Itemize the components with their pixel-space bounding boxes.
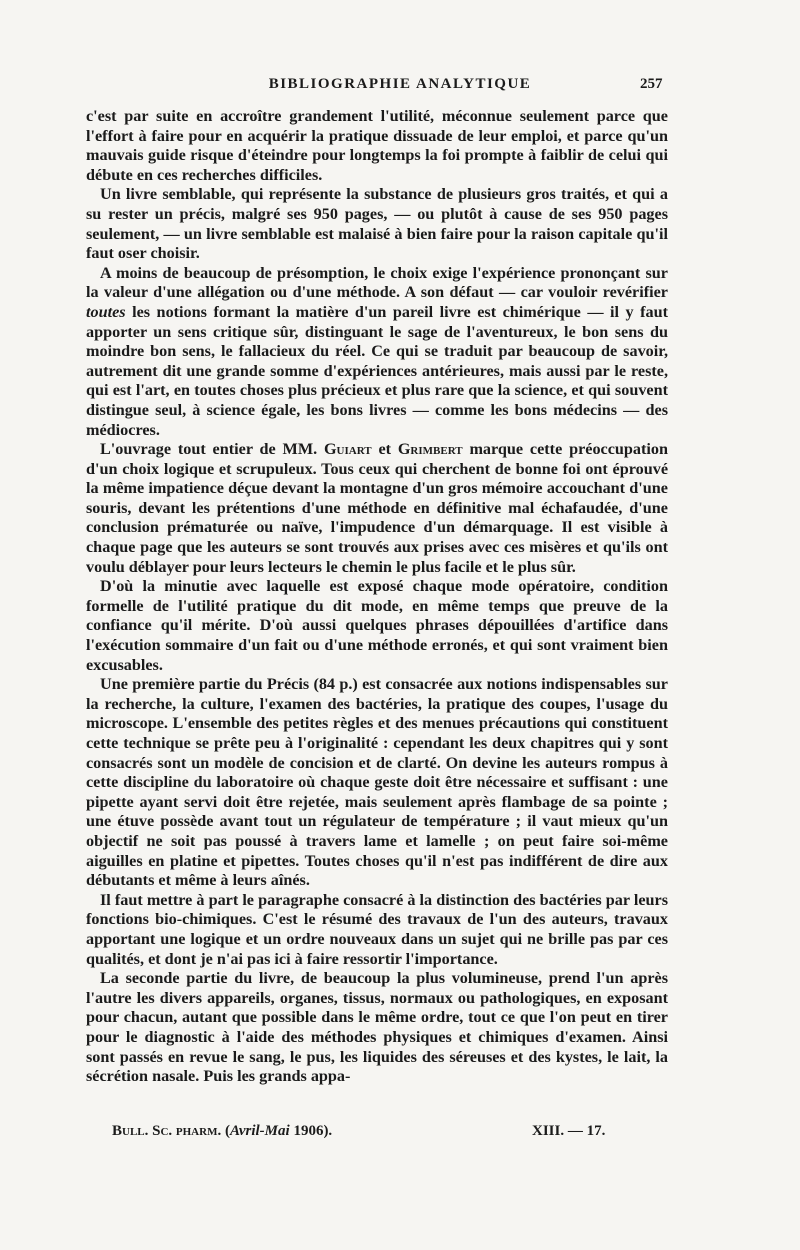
author-name: Grimbert	[397, 440, 463, 459]
paragraph: D'où la minutie avec laquelle est exposé chaque mode opératoire, condition formelle de l'utilité pratique du dit mode, en même temps que preuve de la confiance qu'il mérite. D'où aussi quelques phrases dépouillées d'artifice dans l'exécution sommaire d'un fait ou d'une méthode erronés, et qui sont vraiment bien excusables.	[86, 577, 668, 674]
page-number: 257	[640, 76, 663, 92]
paragraph	[86, 264, 668, 440]
paragraph-text: L'ouvrage tout entier de MM.	[100, 440, 324, 459]
paragraph: Une première partie du Précis (84 p.) est consacrée aux notions indispensables sur la recherche, la culture, l'examen des bactéries, la pratique des coupes, l'usage du microscope. L'ensemble des petites règles et des menues précautions qui constituent cette technique se prête peu à l'originalité : cependant les deux chapitres qui y sont consacrés sont un modèle de concision et de clarté. On devine les auteurs rompus à cette discipline du laboratoire où chaque geste doit être nécessaire et suffisant : une pipette ayant servi doit être rejetée, mais seulement après flambage de sa pointe ; une étuve possède avant tout un régulateur de température ; il vaut mieux qu'un objectif ne soit pas poussé à travers lame et lamelle ; on peut faire soi-même aiguilles en platine et pipettes. Toutes choses qu'il n'est pas indifférent de dire aux débutants et même à leurs aînés.	[86, 675, 668, 890]
emphasized-word: toutes	[86, 302, 126, 321]
paragraph-text: A moins de beaucoup de présomption, le choix exige l'expérience prononçant sur la valeur d'une allégation ou d'une méthode. A son défaut — car vouloir revérifier	[86, 263, 668, 302]
paragraph-text: les notions formant la matière d'un pareil livre est chimérique — il y faut apporter un sens critique sûr, distinguant le sage de l'aventureux, le bon sens du moindre bon sens, le fallacieux du réel. Ce qui se traduit par beaucoup de savoir, autrement dit une grande somme d'expériences antérieures, mais aussi par le reste, qui est l'art, en toutes choses plus précieux et plus rare que la science, et qui souvent distingue seul, à science égale, les bons livres — comme les bons médecins — des médiocres.	[86, 302, 668, 439]
paragraph-text: marque cette préoccupation d'un choix logique et scrupuleux. Tous ceux qui cherchent de bonne foi ont éprouvé la même impatience déçue devant la montagne d'un gros mémoire accouchant d'une souris, devant les prétentions d'une méthode en définitive mal échafaudée, d'une conclusion prématurée ou naïve, l'impudence d'un démarquage. Il est visible à chaque page que les auteurs se sont trouvés aux prises avec ces misères et qu'ils ont voulu déblayer pour leurs lecteurs le chemin le plus facile et le plus sûr.	[86, 440, 668, 576]
paragraph	[86, 440, 668, 577]
body-text	[86, 107, 668, 1087]
paragraph: c'est par suite en accroître grandement l'utilité, méconnue seulement parce que l'effort à faire pour en acquérir la pratique dissuade de leur emploi, et parce qu'un mauvais guide risque d'éteindre pour longtemps la foi prompte à faiblir de celui qui débute en ces recherches difficiles.	[86, 107, 668, 184]
signature-mark: XIII. — 17.	[532, 1123, 606, 1139]
running-title: BIBLIOGRAPHIE ANALYTIQUE	[268, 76, 532, 92]
author-name: Guiart	[323, 440, 372, 459]
paragraph: La seconde partie du livre, de beaucoup la plus volumineuse, prend l'un après l'autre les divers appareils, organes, tissus, normaux ou pathologiques, en exposant pour chacun, autant que possible dans le même ordre, tout ce que l'on peut en tirer pour le diagnostic à l'aide des méthodes physiques et chimiques d'examen. Ainsi sont passés en revue le sang, le pus, les liquides des séreuses et des kystes, le lait, la sécrétion nasale. Puis les grands appa-	[86, 969, 668, 1086]
paragraph-text: et	[371, 440, 398, 459]
journal-reference: Bull. Sc. pharm. (Avril-Mai 1906).	[112, 1123, 333, 1139]
paragraph: Il faut mettre à part le paragraphe consacré à la distinction des bactéries par leurs fonctions bio-chimiques. C'est le résumé des travaux de l'un des auteurs, travaux apportant une logique et un ordre nouveaux dans un sujet qui ne brille pas par ces qualités, et dont je n'ai pas ici à faire ressortir l'importance.	[86, 890, 668, 968]
paragraph: Un livre semblable, qui représente la substance de plusieurs gros traités, et qui a su rester un précis, malgré ses 950 pages, — ou plutôt à cause de ses 950 pages seulement, — un livre semblable est malaisé à bien faire pour la raison capitale qu'il faut oser choisir.	[86, 185, 668, 263]
